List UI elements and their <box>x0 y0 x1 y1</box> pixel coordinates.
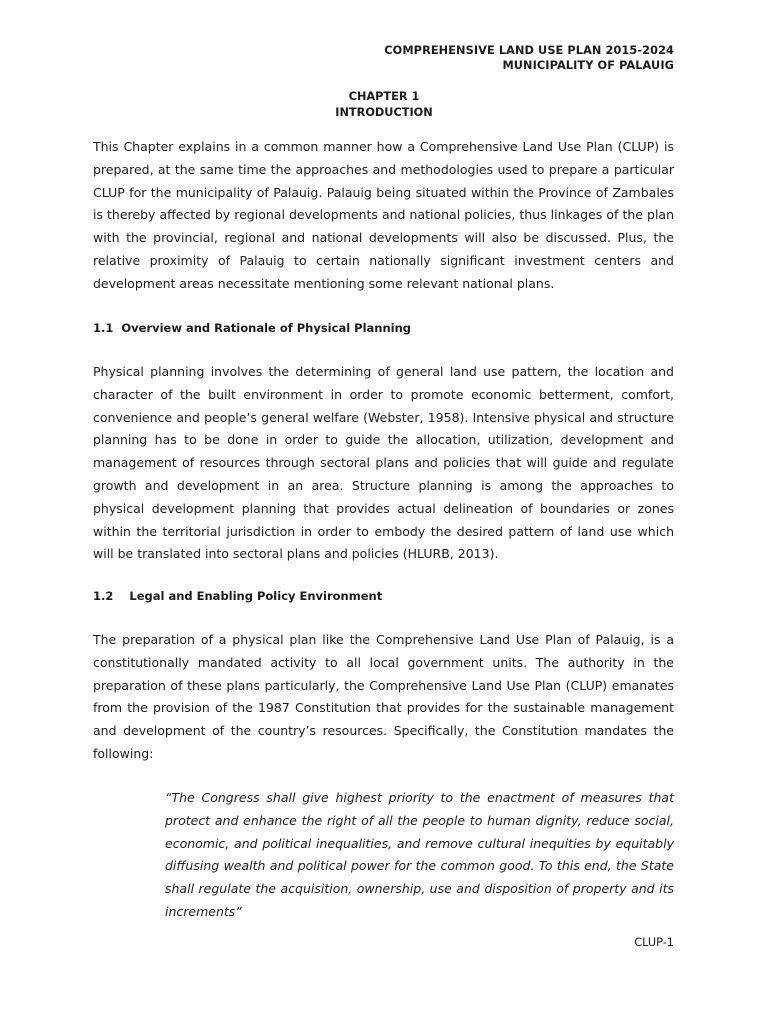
page-footer-label: CLUP-1 <box>634 936 674 949</box>
chapter-title: INTRODUCTION <box>335 106 433 119</box>
header-plan-title: COMPREHENSIVE LAND USE PLAN 2015-2024 <box>384 44 674 57</box>
chapter-number: CHAPTER 1 <box>348 90 420 103</box>
constitution-quote: “The Congress shall give highest priority to the enactment of measures that protect and enhance the right of all the people to human dignity, reduce social, economic, and political inequalities, and remove cultural inequities by equitably diffusing wealth and political power for the common good. To this end, the State shall regulate the acquisition, ownership, use and disposition of property and its increments” <box>165 790 674 919</box>
section-1-1-paragraph: Physical planning involves the determining of general land use pattern, the location and character of the built environment in order to promote economic betterment, comfort, convenience and people’s general welfare (Webster, 1958). Intensive physical and structure planning has to be done in order to guide the allocation, utilization, development and management of resources through sectoral plans and policies that will guide and regulate growth and development in an area. Structure planning is among the approaches to physical development planning that provides actual delineation of boundaries or zones within the territorial jurisdiction in order to embody the desired pattern of land use which will be translated into sectoral plans and policies (HLURB, 2013). <box>93 364 674 562</box>
chapter-heading <box>0 89 768 121</box>
section-1-1-heading: 1.1 Overview and Rationale of Physical Planning <box>93 321 412 335</box>
section-1-2-heading: 1.2 Legal and Enabling Policy Environment <box>93 589 383 603</box>
header-municipality: MUNICIPALITY OF PALAUIG <box>502 59 674 72</box>
intro-paragraph: This Chapter explains in a common manner how a Comprehensive Land Use Plan (CLUP) is prepared, at the same time the approaches and methodologies used to prepare a particular CLUP for the municipality of Palauig. Palauig being situated within the Province of Zambales is thereby affected by regional developments and national policies, thus linkages of the plan with the provincial, regional and national developments will also be discussed. Plus, the relative proximity of Palauig to certain nationally significant investment centers and development areas necessitate mentioning some relevant national plans. <box>93 139 674 291</box>
running-header <box>384 43 674 73</box>
section-1-2-paragraph: The preparation of a physical plan like the Comprehensive Land Use Plan of Palauig, is a constitutionally mandated activity to all local government units. The authority in the preparation of these plans particularly, the Comprehensive Land Use Plan (CLUP) emanates from the provision of the 1987 Constitution that provides for the sustainable management and development of the country’s resources. Specifically, the Constitution mandates the following: <box>93 632 674 761</box>
